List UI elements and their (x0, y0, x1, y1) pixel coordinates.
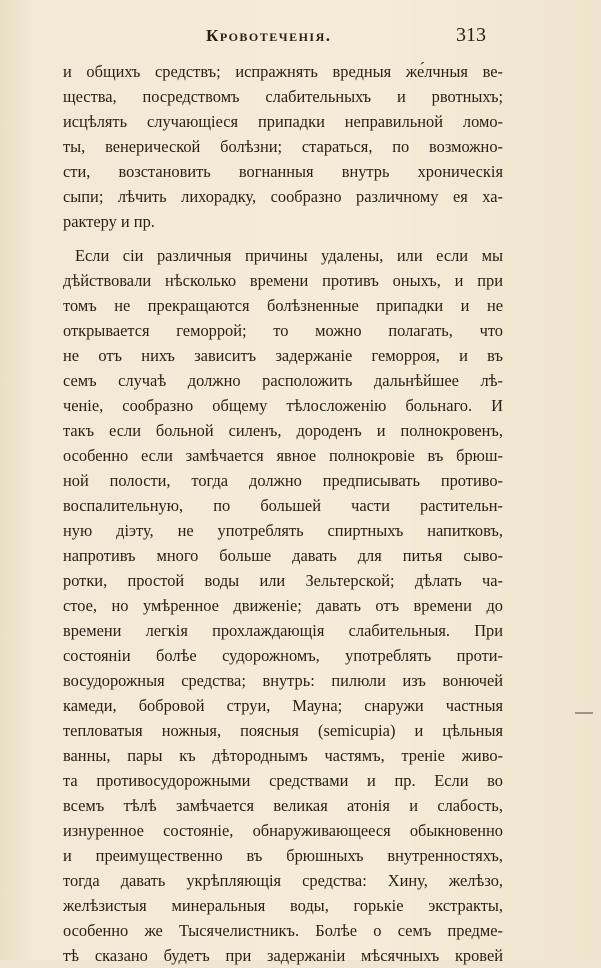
text-line: тогда давать укрѣпляющія средства: Хину, желѣзо, (63, 871, 503, 890)
text-line: Если сіи различныя причины удалены, или если мы (75, 246, 503, 265)
text-line: сти, возстановить вогнанныя внутрь хроническія (63, 162, 503, 181)
text-line: состояніи болѣе судорожномъ, употреблять проти- (63, 646, 503, 665)
margin-mark (575, 712, 593, 714)
text-line: сыпи; лѣчить лихорадку, сообразно различному ея ха- (63, 187, 503, 206)
text-line: такъ если больной силенъ, дороденъ и полнокровенъ, (63, 421, 503, 440)
text-line: изнуренное состояніе, обнаруживающееся обыкновенно (63, 821, 503, 840)
text-line: томъ не прекращаются болѣзненные припадки и не (63, 296, 503, 315)
text-line: и преимущественно въ брюшныхъ внутренностяхъ, (63, 846, 503, 865)
text-line: дѣйствовали нѣсколько времени противъ оныхъ, и при (63, 271, 503, 290)
text-line: ную діэту, не употреблять спиртныхъ напитковъ, (63, 521, 503, 540)
text-line: семъ случаѣ должно расположить дальнѣйшее лѣ- (63, 371, 503, 390)
text-line: ты, венерической болѣзни; стараться, по возможно- (63, 137, 503, 156)
text-line: тѣ сказано будетъ при задержаніи мѣсячныхъ кровей (63, 946, 503, 965)
page-header (0, 26, 601, 50)
text-line: особенно же Тысячелистникъ. Болѣе о семъ предме- (63, 921, 503, 940)
text-line: та противосудорожными средствами и пр. Если во (63, 771, 503, 790)
text-line: ванны, пары къ дѣтороднымъ частямъ, треніе живо- (63, 746, 503, 765)
page-number: 313 (456, 24, 486, 46)
text-line: тепловатыя ножныя, поясныя (semicupia) и цѣльныя (63, 721, 503, 740)
text-line: ротки, простой воды или Зельтерской; дѣлать ча- (63, 571, 503, 590)
text-line: ной полости, тогда должно предписывать противо- (63, 471, 503, 490)
text-line: воспалительную, по большей части растительн- (63, 496, 503, 515)
text-line: особенно если замѣчается явное полнокровіе въ брюш- (63, 446, 503, 465)
text-line: напротивъ много больше давать для питья сыво- (63, 546, 503, 565)
text-line: восудорожныя средства; внутрь: пилюли изъ вонючей (63, 671, 503, 690)
text-line: щества, посредствомъ слабительныхъ и рвотныхъ; (63, 87, 503, 106)
text-line: камеди, бобровой струи, Мауна; снаружи частныя (63, 696, 503, 715)
text-line: рактеру и пр. (63, 212, 155, 231)
text-line: стое, но умѣренное движеніе; давать отъ времени до (63, 596, 503, 615)
text-line: желѣзистыя минеральныя воды, горькіе экстракты, (63, 896, 503, 915)
text-line: ченіе, сообразно общему тѣлосложенію больнаго. И (63, 396, 503, 415)
text-line: времени легкія прохлаждающія слабительныя. При (63, 621, 503, 640)
text-line: исцѣлять случающіеся припадки неправильной ломо- (63, 112, 503, 131)
text-line: открывается геморрой; то можно полагать, что (63, 321, 503, 340)
text-line: не отъ нихъ зависитъ задержаніе геморроя, и въ (63, 346, 503, 365)
text-line: и общихъ средствъ; испражнять вредныя же́лчныя ве- (63, 62, 503, 81)
text-line: всемъ тѣлѣ замѣчается великая атонія и слабость, (63, 796, 503, 815)
running-title: Кровотеченія. (206, 26, 332, 45)
